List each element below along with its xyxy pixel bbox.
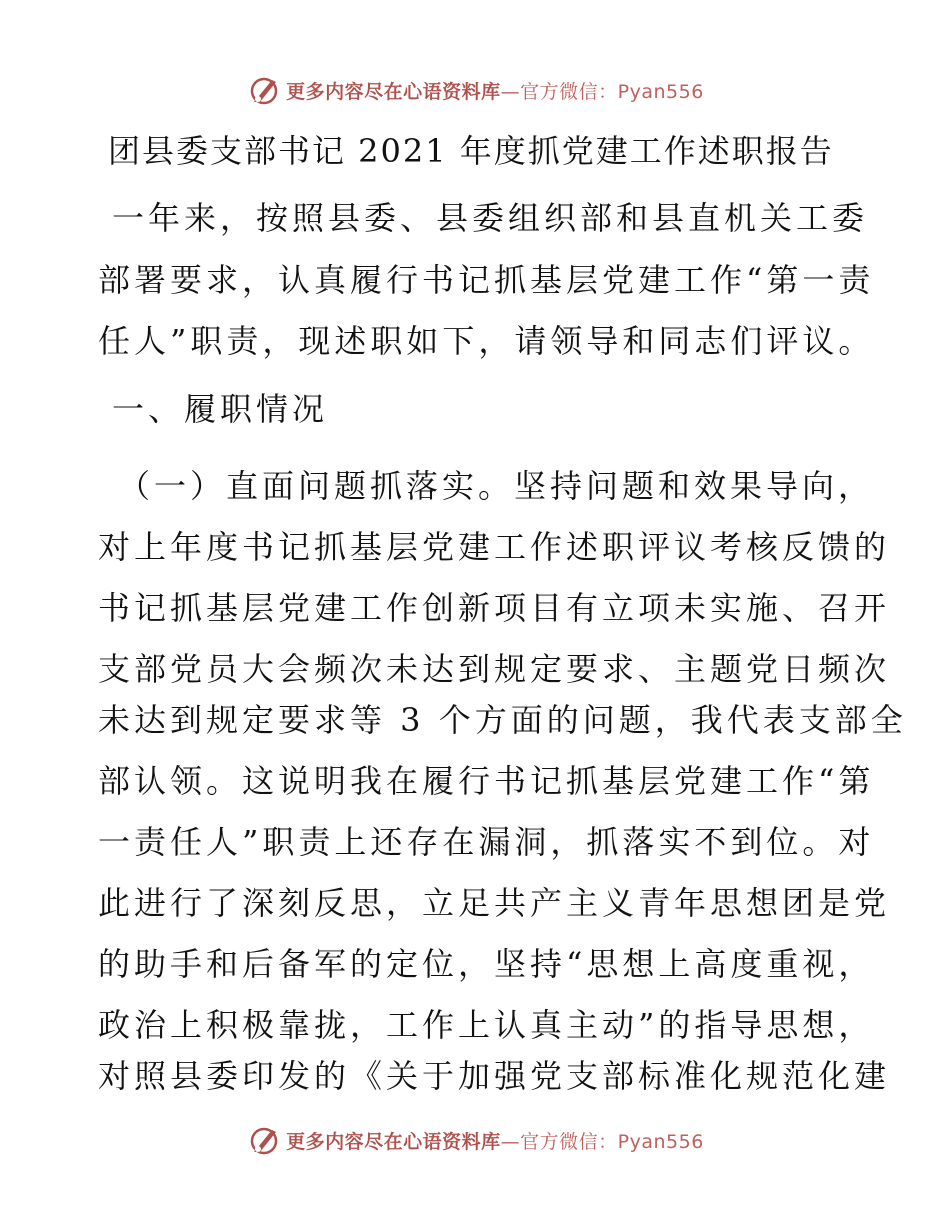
text-line: 此进行了深刻反思，立足共产主义青年思想团是党: [98, 884, 891, 922]
text-line: 部认领。这说明我在履行书记抓基层党建工作“第: [98, 762, 875, 800]
text-line: 对照县委印发的《关于加强党支部标准化规范化建: [98, 1057, 891, 1095]
text-line: 对上年度书记抓基层党建工作述职评议考核反馈的: [98, 528, 891, 566]
text-line: 政治上积极靠拢，工作上认真主动”的指导思想，: [98, 1006, 875, 1044]
watermark-banner-bottom: [0, 1120, 950, 1160]
quill-logo-icon: [246, 1122, 282, 1158]
watermark-text: 更多内容尽在心语资料库—官方微信：Pyan556: [286, 1130, 704, 1153]
text-line: 一责任人”职责上还存在漏洞，抓落实不到位。对: [98, 823, 875, 861]
text-line: （一）直面问题抓落实。坚持问题和效果导向，: [118, 467, 875, 505]
text-line: 支部党员大会频次未达到规定要求、主题党日频次: [98, 650, 891, 688]
text-line: 未达到规定要求等 3 个方面的问题，我代表支部全: [98, 701, 907, 739]
text-line: 任人”职责，现述职如下，请领导和同志们评议。: [98, 322, 875, 360]
text-line: 一年来，按照县委、县委组织部和县直机关工委: [112, 199, 869, 237]
watermark-banner-top: [0, 70, 950, 110]
quill-logo-icon: [246, 72, 282, 108]
text-line: 部署要求，认真履行书记抓基层党建工作“第一责: [98, 261, 875, 299]
text-line: 的助手和后备军的定位，坚持“思想上高度重视，: [98, 945, 875, 983]
watermark-text: 更多内容尽在心语资料库—官方微信：Pyan556: [286, 80, 704, 103]
document-title: 团县委支部书记 2021 年度抓党建工作述职报告: [108, 132, 834, 170]
section-heading: 一、履职情况: [112, 390, 329, 428]
text-line: 书记抓基层党建工作创新项目有立项未实施、召开: [98, 589, 891, 627]
